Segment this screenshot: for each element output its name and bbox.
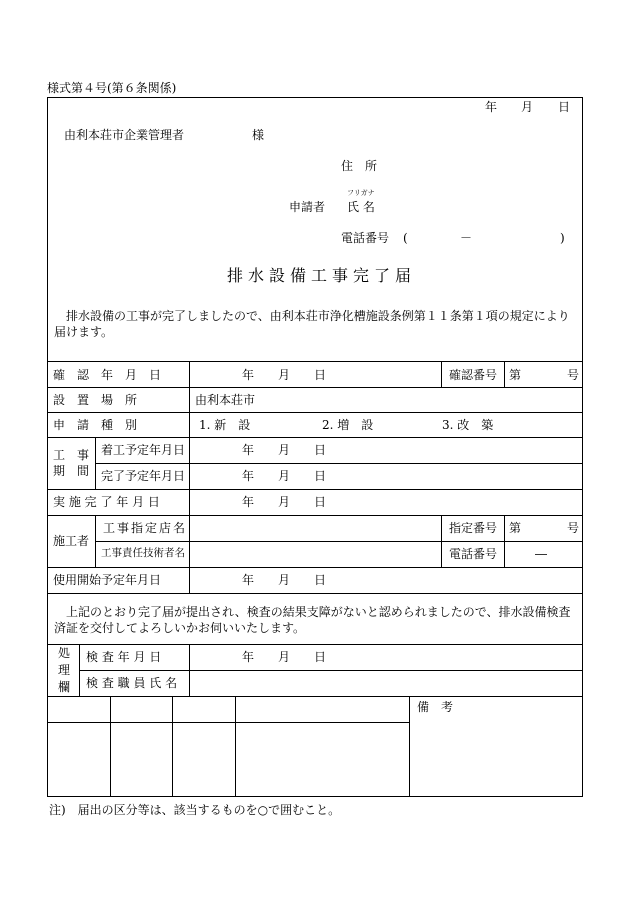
completion-date-day: 日: [314, 495, 327, 509]
page-title: 排水設備工事完了届: [227, 266, 417, 285]
address-label: 住 所: [341, 159, 378, 173]
footnote: 注) 届出の区分等は、該当するものを○で囲むこと。: [49, 803, 341, 817]
confirm-no-label: 確認番号: [449, 368, 498, 382]
applicant-label: 申請者: [289, 200, 326, 214]
processing-label-2: 理: [58, 663, 71, 677]
date-day-label: 日: [558, 100, 571, 114]
inspector-label: 検 査 職 員 氏 名: [86, 676, 178, 690]
completion-date-year: 年: [242, 495, 255, 509]
processing-label-3: 欄: [58, 680, 71, 694]
use-start-month: 月: [278, 573, 291, 587]
completion-date-month: 月: [278, 495, 291, 509]
inspection-date-month: 月: [278, 650, 291, 664]
confirm-date-day: 日: [314, 368, 327, 382]
designated-store-label: 工事指定店名: [103, 521, 188, 535]
period-label-2: 期 間: [53, 464, 90, 478]
location-value: 由利本荘市: [195, 393, 256, 407]
processing-label-1: 処: [58, 646, 71, 660]
end-date-day: 日: [314, 469, 327, 483]
contractor-phone-dash: ―: [535, 547, 547, 561]
date-year-label: 年: [485, 100, 498, 114]
start-date-day: 日: [314, 443, 327, 457]
inspection-date-day: 日: [314, 650, 327, 664]
type-option-new: 1. 新 設: [199, 418, 251, 432]
addressee-org: 由利本荘市企業管理者: [64, 128, 185, 142]
location-label: 設 置 場 所: [53, 393, 138, 407]
type-option-expand: 2. 増 設: [322, 418, 374, 432]
confirm-date-month: 月: [278, 368, 291, 382]
confirm-date-label: 確 認 年 月 日: [53, 368, 162, 382]
designated-no-prefix: 第: [509, 521, 522, 535]
engineer-label: 工事責任技術者名: [101, 547, 185, 559]
phone-dash: －: [460, 231, 473, 245]
inspection-date-label: 検 査 年 月 日: [86, 650, 162, 664]
intro-text: 排水設備の工事が完了しましたので、由利本荘市浄化槽施設条例第１１条第１項の規定により届けます。: [54, 309, 570, 339]
phone-open-paren: (: [403, 231, 408, 245]
confirm-no-suffix: 号: [567, 368, 580, 382]
end-date-year: 年: [242, 469, 255, 483]
designated-no-label: 指定番号: [449, 521, 498, 535]
form-number: 様式第４号(第６条関係): [47, 81, 177, 95]
approval-text: 上記のとおり完了届が提出され、検査の結果支障がないと認められましたので、排水設備検査済証を交付してよろしいかお伺いいたします。: [54, 605, 571, 635]
period-label-1: 工 事: [53, 448, 90, 462]
contractor-phone-label: 電話番号: [449, 547, 498, 561]
remarks-label: 備 考: [417, 700, 454, 714]
start-date-label: 着工予定年月日: [101, 443, 186, 457]
start-date-month: 月: [278, 443, 291, 457]
type-option-rebuild: 3. 改 築: [442, 418, 494, 432]
confirm-no-prefix: 第: [509, 368, 522, 382]
addressee-honorific: 様: [252, 128, 265, 142]
phone-label: 電話番号: [341, 231, 390, 245]
end-date-label: 完了予定年月日: [101, 469, 186, 483]
confirm-date-year: 年: [242, 368, 255, 382]
furigana-label: フリガナ: [347, 189, 375, 197]
date-month-label: 月: [521, 100, 534, 114]
start-date-year: 年: [242, 443, 255, 457]
use-start-year: 年: [242, 573, 255, 587]
contractor-label: 施工者: [53, 534, 90, 548]
completion-date-label: 実 施 完 了 年 月 日: [53, 495, 160, 509]
designated-no-suffix: 号: [567, 521, 580, 535]
use-start-day: 日: [314, 573, 327, 587]
end-date-month: 月: [278, 469, 291, 483]
inspection-date-year: 年: [242, 650, 255, 664]
name-label: 氏 名: [347, 200, 375, 214]
use-start-label: 使用開始予定年月日: [53, 573, 162, 587]
type-label: 申 請 種 別: [53, 418, 138, 432]
phone-close-paren: ): [560, 231, 565, 245]
